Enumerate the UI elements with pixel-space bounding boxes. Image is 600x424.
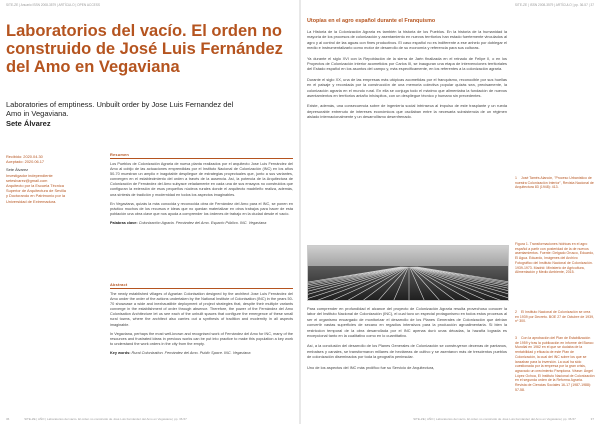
palabras-label: Palabras clave:	[110, 220, 138, 225]
affiliation: Investigador independiente	[6, 172, 53, 178]
received-date: Recibido: 2020.04.30	[6, 154, 43, 159]
affiliation: Arquitecto por la Escuela Técnica	[6, 183, 64, 189]
keywords-text: Rural Colonization. Fernández del Amo. Public Space. INC. Vegaviana	[131, 350, 251, 355]
footnote-text: El Instituto Nacional de Colonización se crea en 1939 por Decreto. BOE 27 de Octubre de 1939, nº 300.	[515, 310, 594, 324]
body-paragraph: Ya durante el siglo XVI con la Repoblación de la sierra de Jaén finalizada en el reinado de Felipe II, o en los Proyectos de Colonización interior acometidos por Carlos III, se inauguran una etapa de intervenciones territoriales del Estado español en los asuntos del campo y, más específicamente, en los referentes a la colonización agraria.	[307, 55, 507, 72]
footnote-2	[515, 310, 595, 324]
footnote-number: 2	[515, 310, 517, 314]
body-paragraph: Así, a la conclusión del desarrollo de los Planes Generales de Colonización se construyeron decenas de pantanos, embalses y canales, se transformaron millares de hectáreas de cultivo y se asentaron más de trescientos pueblos de colonización diseminados por toda la geografía peninsular.	[307, 343, 507, 360]
footer-left	[6, 417, 187, 421]
abstract-body	[110, 292, 293, 360]
keywords-label: Key words:	[110, 350, 131, 355]
footer-right	[413, 417, 594, 421]
resumen-label: Resumen	[110, 152, 129, 157]
article-subtitle: Laboratories of emptiness. Unbuilt order by Jose Luis Fernandez del Amo in Vegaviana.	[6, 100, 234, 118]
landscape-photo	[308, 246, 509, 301]
page-number: 36	[6, 417, 10, 421]
body-paragraph: Durante el siglo XX, una de las empresas más utópicas acometidas por el franquismo, reconocible por sus huellas en el paisaje y recordada por la construcción de una memoria colectiva popular quizás sea, precisamente, la colonización agraria en el mundo rural. En ella se conjuga todo el máximo que alimentaba la fundación de nuevos asentamientos en territorios antaño inhóspitos, con un despliegue técnico y humano sin precedentes.	[307, 76, 507, 99]
footnote-text: José Tamés Alarcón, "Proceso Urbanístico de nuestra Colonización Interior", Revista Nacional de Arquitectura 83 (1948): 413.	[515, 176, 594, 190]
affiliation: y Doctorando en Patrimonio por la	[6, 193, 66, 199]
abstract-paragraph: In Vegaviana, perhaps the most well-known and recognised work of Fernández del Amo for INC, many of the resources and frustrated ideas in previous works can be put into practice to make this population a key work to understand the work orders in the city from the empty.	[110, 331, 293, 346]
left-page	[0, 0, 299, 424]
article-meta	[6, 154, 98, 204]
body-paragraph: Uno de los aspectos del INC más prolífico fue su Servicio de Arquitectura,	[307, 364, 435, 370]
affiliation: Superior de Arquitectura de Sevilla	[6, 188, 66, 194]
section-title: Utopías en el agro español durante el Franquismo	[307, 18, 436, 24]
resumen-body	[110, 162, 293, 230]
abstract-rule	[110, 288, 293, 289]
abstract-paragraph: The newly established villages of Agrarian Colonisation designed by the architect Jose Luis Fernández del Amo under the order of the actions undertaken by the National Institute of Colonisation (INC) in the years 50-70 showcase a wide and inexhaustible deployment of project strategies that, despite their multiple variants converge in the establishment of order through absence. Therefore, the power of the Fernández del Amo Colonisation Architecture let us see each of the unbuilt spaces that configure the emergence of these small rural towns, where the architect also carries out a synthesis of tradition and modernity in all aspects imaginable.	[110, 292, 293, 327]
right-body-bottom	[307, 306, 507, 375]
accepted-date: Aceptado: 2020.06.17	[6, 159, 45, 165]
palabras-text: Colonización Agraria. Fernández del Amo. Espacio Público. INC. Vegaviana	[138, 220, 267, 225]
page-number: 37	[590, 417, 594, 421]
resumen-rule	[110, 158, 293, 159]
footnote-number: 3	[515, 336, 517, 340]
body-paragraph: La Historia de la Colonización Agraria es también la historia de los Pueblos. En la historia de la humanidad la mayoría de los procesos de colonización y asentamiento en nuevos territorios han estado fuertemente vinculados al agro y al control de las aguas con fines productivos. El caso español no es indiferente a ese anhelo por doblegar el medio e instrumentalizarlo como motor de desarrollo de su economía y referencia para sus culturas.	[307, 29, 507, 51]
keywords	[110, 351, 293, 356]
right-body-top	[307, 29, 507, 125]
footnote-text: Con la aprobación del Plan de Estabilización de 1959 y tras la publicación en informe del Banco Mundial en 1962 en el que se dudaba de la rentabilidad y eficacia de este Plan de Colonización, la cual del INC sobre los que se lanzaban para la inversión. La cual ha sido cuestionada por la empresa por la gran crisis, agravado un crecimiento Pamplona. Véase: Ángel López Ochoa, El Instituto Nacional de Colonización en el segunda orden de la Reforma Agraria. Revista de Ciencias Sociales 16-17 (1987-1988): 57-58.	[515, 336, 595, 392]
affiliation: Universidad de Extremadura.	[6, 198, 57, 204]
footer-text: SITE-ZE | AÑO | Laboratorios del vacío. El orden no construido de José Luis Fernández del Amo en Vegaviana | pp. 36-57	[413, 417, 576, 421]
right-page	[301, 0, 600, 424]
caption-text: Figura 1. Transformaciones hídricas en el agro español a partir con posteridad de la de nuevos asentamientos. Fuente: Delgado Orusco, Eduardo, El Agua. Eduardo, Imágenes del Archivo Fotográfico del Instituto Nacional de Colonización. 1939-1973. Madrid: Ministerio de Agricultura, Alimentación y Medio Ambiente, 2015.	[515, 242, 594, 275]
footer-text: SITE-ZE | AÑO | Laboratorios del vacío. El orden no construido de José Luis Fernández del Amo en Vegaviana | pp. 36-57	[24, 417, 187, 421]
meta-author: Sete Álvarez	[6, 167, 29, 173]
resumen-paragraph: En Vegaviana, quizás la más conocida y reconocida obra de Fernández del Amo para el INC, se ponen en práctico muchos de los recursos e ideas que no quedan materializar en otros trabajos para hacer de esta población una obra clave que nos ayuda a comprender los órdenes de trabajo en la ciudad desde el vacío.	[110, 201, 293, 216]
resumen-paragraph: Los Pueblos de Colonización Agraria de nueva planta realizados por el arquitecto Jose Luis Fernández del Amo al cobijo de las actuaciones emprendidas por el Instituto Nacional de Colonización (INC) en los años 50-70 muestran un amplio e inagotable despliegue de estrategias proyectuales que, junto a sus variantes, convergen en el establecimiento del orden a través de la ausencia. Así, la potencia de la Arquitectura de Colonización de Fernández del Amo subyace veladamente en cada una de sus ensayos no construidos que configuran la extensión de esos pequeños núcleos rurales donde el arquitecto madrileño realiza, además, una síntesis de tradición y modernidad en todos los aspectos imaginables.	[110, 162, 293, 197]
figure-1-photo	[307, 245, 509, 301]
footnote-3	[515, 336, 595, 392]
author-email[interactable]: seteslvarez@gmail.com	[6, 177, 48, 183]
body-paragraph: Existe, además, una consecuencia sobre de ingeniería social intrínseca al impulso de este trasplante y un rueda depresurable entrenuto de intereses económicos que oscilaban entre la necesaria subsistencia de un régimen aislado internacionalmente y un desarrollismo desenfrenado.	[307, 103, 507, 120]
article-author: Sete Álvarez	[6, 119, 51, 128]
footnote-number: 1	[515, 176, 517, 180]
palabras-clave	[110, 221, 293, 226]
body-paragraph: Para comprender en profundidad el alcance del proyecto de Colonización Agraria resulta provechoso conocer la labor del Instituto Nacional de Colonización (INC), el cual tuvo un especial protagonismo en todos estos procesos al ser el organismo encargado de monitorizar el desarrollo de los Planes Generales de Colonización que debían convertir vastas superficies de secano en regadíos intensivos para la producción agroalimentaria. Si bien la restriccion temporal de la obra desarrollada por el INC apenas duró unas décadas, la hazaña lograda es excepcional tanto en la cualitativo como en lo cuantitativo.	[307, 306, 507, 339]
figure-1-caption	[515, 242, 595, 275]
article-title: Laboratorios del vacío. El orden no construido de José Luis Fernández del Amo en Vegaviana	[6, 22, 283, 76]
footnote-1	[515, 176, 595, 190]
running-head-left: SITE-ZE | Anuario ISSN 2008-3579 | ARTÍCULO | OPEN ACCESS	[6, 3, 101, 7]
abstract-label: Abstract	[110, 282, 128, 287]
running-head-right: SITE-ZE | ISSN 2008-3579 | ARTÍCULO | pp. 36-57 | 37	[514, 3, 594, 7]
